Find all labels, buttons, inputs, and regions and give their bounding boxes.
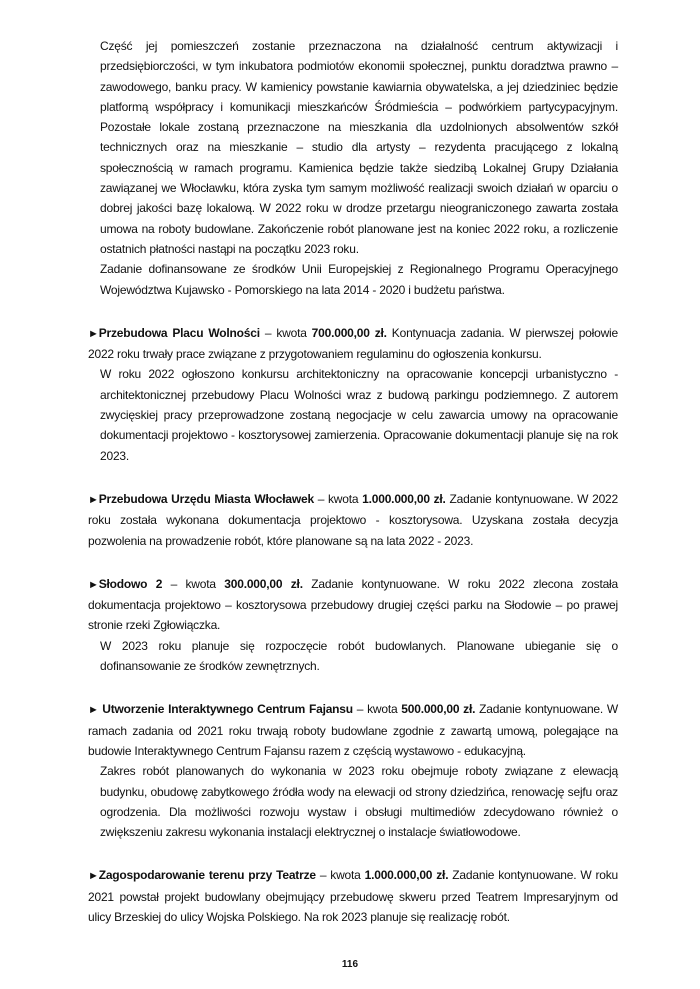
task-heading-paragraph <box>88 865 618 927</box>
task-amount-label: – kwota <box>162 576 225 591</box>
task-description: Zadanie kontynuowane. W 2022 roku została wykonana dokumentacja projektowo - kosztorysowa. Uzyskana została decyzja pozwolenia na prowadzenie robót, które planowane są na lata 2022 - 2023. <box>88 491 619 548</box>
task-amount: 500.000,00 zł. <box>401 702 476 717</box>
task-teatr <box>88 865 618 927</box>
funding-note: Zadanie dofinansowane ze środków Unii Europejskiej z Regionalnego Programu Operacyjnego Województwa Kujawsko - Pomorskiego na lata 2014 - 2020 i budżetu państwa. <box>100 262 618 297</box>
page-content <box>88 36 618 927</box>
task-amount-label: – kwota <box>352 702 402 717</box>
bullet-arrow-icon: ► <box>88 870 99 883</box>
page-number: 116 <box>341 959 359 970</box>
task-heading-paragraph <box>88 699 618 761</box>
task-amount-label: – kwota <box>315 868 365 883</box>
task-amount: 1.000.000,00 zł. <box>364 868 449 883</box>
task-description: Zadanie kontynuowane. W ramach zadania od 2021 roku trwają roboty budowlane zgodnie z zawartą umową, polegające na budowie Interaktywnego Centrum Fajansu razem z częścią wystawowo - edukacyjną. <box>88 702 619 758</box>
task-description: Kontynuacja zadania. W pierwszej połowie 2022 roku trwały prace związane z przygotowaniem regulaminu do ogłoszenia konkursu. <box>88 325 618 362</box>
task-heading-paragraph <box>88 574 618 636</box>
bullet-arrow-icon: ► <box>88 327 99 340</box>
task-title: Słodowo 2 <box>98 576 163 591</box>
task-description: Zadanie kontynuowane. W roku 2022 zlecona została dokumentacja projektowo – kosztorysowa przebudowy drugiej części parku na Słodowie – po prawej stronie rzeki Zgłowiączka. <box>88 576 619 633</box>
task-amount: 700.000,00 zł. <box>311 325 387 340</box>
task-amount-label: – kwota <box>259 325 312 340</box>
task-title: Zagospodarowanie terenu przy Teatrze <box>98 868 316 883</box>
task-description: Zadanie kontynuowane. W roku 2021 powstał projekt budowlany obejmujący przebudowę skweru przed Teatrem Impresaryjnym od ulicy Brzeskiej do ulicy Wojska Polskiego. Na rok 2023 planuje się realizację robót. <box>88 868 618 924</box>
task-heading-paragraph <box>88 323 618 365</box>
intro-paragraph: Część jej pomieszczeń zostanie przeznaczona na działalność centrum aktywizacji i przedsiębiorczości, w tym inkubatora podmiotów ekonomii społecznej, punktu doradztwa prawno – zawodowego, banku pracy. W kamienicy powstanie kawiarnia obywatelska, a jej dziedziniec będzie platformą współpracy i komunikacji mieszkańców Śródmieścia – podwórkiem partycypacyjnym. Pozostałe lokale zostaną przeznaczone na mieszkania dla uzdolnionych absolwentów szkół technicznych oraz na mieszkanie – studio dla artysty – rezydenta pracującego z lokalną społecznością w ramach programu. Kamienica będzie także siedzibą Lokalnej Grupy Działania zawiązanej we Włocławku, która zyska tym samym możliwość realizacji swoich działań w oparciu o dobrej jakości bazę lokalową. W 2022 roku w drodze przetargu nieograniczonego zawarta została umowa na roboty budowlane. Zakończenie robót planowane jest na koniec 2022 roku, a rozliczenie ostatnich płatności nastąpi na początku 2023 roku. <box>100 39 618 256</box>
bullet-arrow-icon: ► <box>88 578 99 591</box>
task-title: Utworzenie Interaktywnego Centrum Fajansu <box>102 702 353 717</box>
task-placu-wolnosci <box>88 323 618 466</box>
task-centrum-fajansu <box>88 699 618 842</box>
intro-section <box>88 36 618 300</box>
task-amount: 1.000.000,00 zł. <box>362 491 446 506</box>
task-details: Zakres robót planowanych do wykonania w 2023 roku obejmuje roboty związane z elewacją budynku, obudowę zabytkowego źródła wody na elewacji od strony dziedzińca, renowację sejfu oraz ogrodzenia. Dla możliwości rozwoju wystaw i obsługi multimediów zdecydowano również o zwiększeniu zakresu wykonania instalacji elektrycznej o instalacje światłowodowe. <box>100 764 618 840</box>
bullet-arrow-icon: ► <box>88 493 99 506</box>
task-amount: 300.000,00 zł. <box>224 576 303 591</box>
bullet-arrow-icon: ► <box>88 704 103 717</box>
task-title: Przebudowa Urzędu Miasta Włocławek <box>98 491 314 506</box>
task-heading-paragraph <box>88 489 618 551</box>
task-title: Przebudowa Placu Wolności <box>98 325 260 340</box>
task-amount-label: – kwota <box>313 491 363 506</box>
task-urzad-miasta <box>88 489 618 551</box>
task-slodowo <box>88 574 618 676</box>
task-details: W roku 2022 ogłoszono konkursu architektoniczny na opracowanie koncepcji urbanistyczno - architektonicznej przebudowy Placu Wolności wraz z budową parkingu podziemnego. Z autorem zwycięskiej pracy przeprowadzone zostaną negocjacje w celu zawarcia umowy na opracowanie dokumentacji projektowo - kosztorysowej zamierzenia. Opracowanie dokumentacji planuje się na rok 2023. <box>100 367 618 463</box>
task-details: W 2023 roku planuje się rozpoczęcie robót budowlanych. Planowane ubieganie się o dofinansowanie ze środków zewnętrznych. <box>100 638 618 674</box>
